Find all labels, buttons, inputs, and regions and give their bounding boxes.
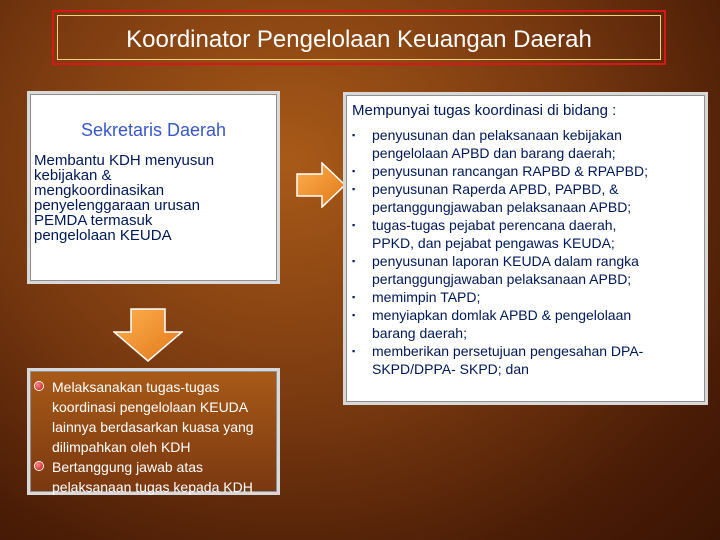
tugas-koordinasi-heading: Mempunyai tugas koordinasi di bidang :	[352, 102, 617, 119]
tugas-item	[346, 306, 694, 342]
pelaksanaan-line: Melaksanakan tugas-tugas	[52, 379, 220, 395]
tugas-item	[346, 288, 694, 306]
bullet-icon: ▪	[352, 220, 356, 230]
tugas-item-line: penyusunan Raperda APBD, PAPBD, &	[372, 181, 619, 197]
tugas-koordinasi-box	[343, 92, 708, 405]
tugas-item-line: barang daerah;	[372, 325, 467, 341]
tugas-item-line: pertanggungjawaban pelaksanaan APBD;	[372, 271, 632, 287]
sekretaris-daerah-box	[27, 91, 280, 284]
description-line: mengkoordinasikan	[34, 182, 165, 199]
pelaksanaan-item	[52, 377, 280, 457]
tugas-item-line: penyusunan dan pelaksanaan kebijakan	[372, 127, 622, 143]
pelaksanaan-item	[52, 457, 280, 497]
tugas-item-line: penyusunan laporan KEUDA dalam rangka	[372, 253, 639, 269]
pelaksanaan-line: koordinasi pengelolaan KEUDA	[52, 399, 249, 415]
sekretaris-daerah-heading: Sekretaris Daerah	[80, 120, 227, 140]
tugas-item-line: PPKD, dan pejabat pengawas KEUDA;	[372, 235, 615, 251]
bullet-icon: ▪	[352, 310, 356, 320]
description-line: PEMDA termasuk	[34, 212, 153, 229]
bullet-icon: ▪	[352, 292, 356, 302]
bullet-icon	[35, 382, 43, 390]
pelaksanaan-line: lainnya berdasarkan kuasa yang	[52, 419, 254, 435]
tugas-item-line: pengelolaan APBD dan barang daerah;	[372, 145, 616, 161]
title-box	[52, 10, 666, 65]
tugas-item-line: menyiapkan domlak APBD & pengelolaan	[372, 307, 632, 323]
bullet-icon: ▪	[352, 130, 356, 140]
arrow-down-icon	[113, 308, 183, 362]
bullet-icon: ▪	[352, 256, 356, 266]
sekretaris-daerah-description	[34, 153, 274, 243]
pelaksanaan-line: Bertanggung jawab atas	[52, 459, 203, 475]
tugas-item-line: memimpin TAPD;	[372, 289, 481, 305]
bullet-icon: ▪	[352, 184, 356, 194]
bullet-icon: ▪	[352, 346, 356, 356]
description-line: pengelolaan KEUDA	[34, 227, 172, 244]
page-title: Koordinator Pengelolaan Keuangan Daerah	[126, 26, 592, 53]
tugas-item	[346, 252, 694, 288]
tugas-item-line: SKPD/DPPA- SKPD; dan	[372, 361, 529, 377]
pelaksanaan-line: pelaksanaan tugas kepada KDH	[52, 479, 253, 495]
tugas-item	[346, 216, 694, 252]
tugas-item	[346, 126, 694, 162]
pelaksanaan-box	[27, 368, 280, 495]
description-line: penyelenggaraan urusan	[34, 197, 200, 214]
tugas-item	[346, 162, 694, 180]
tugas-item-line: penyusunan rancangan RAPBD & RPAPBD;	[372, 163, 649, 179]
arrow-right-icon	[296, 162, 346, 208]
description-line: Membantu KDH menyusun	[34, 152, 215, 169]
tugas-item-line: memberikan persetujuan pengesahan DPA-	[372, 343, 644, 359]
tugas-koordinasi-list	[346, 126, 694, 378]
description-line: kebijakan &	[34, 167, 112, 184]
tugas-item	[346, 342, 694, 378]
tugas-item	[346, 180, 694, 216]
bullet-icon	[35, 462, 43, 470]
tugas-item-line: tugas-tugas pejabat perencana daerah,	[372, 217, 617, 233]
pelaksanaan-line: dilimpahkan oleh KDH	[52, 439, 191, 455]
bullet-icon: ▪	[352, 166, 356, 176]
tugas-item-line: pertanggungjawaban pelaksanaan APBD;	[372, 199, 632, 215]
